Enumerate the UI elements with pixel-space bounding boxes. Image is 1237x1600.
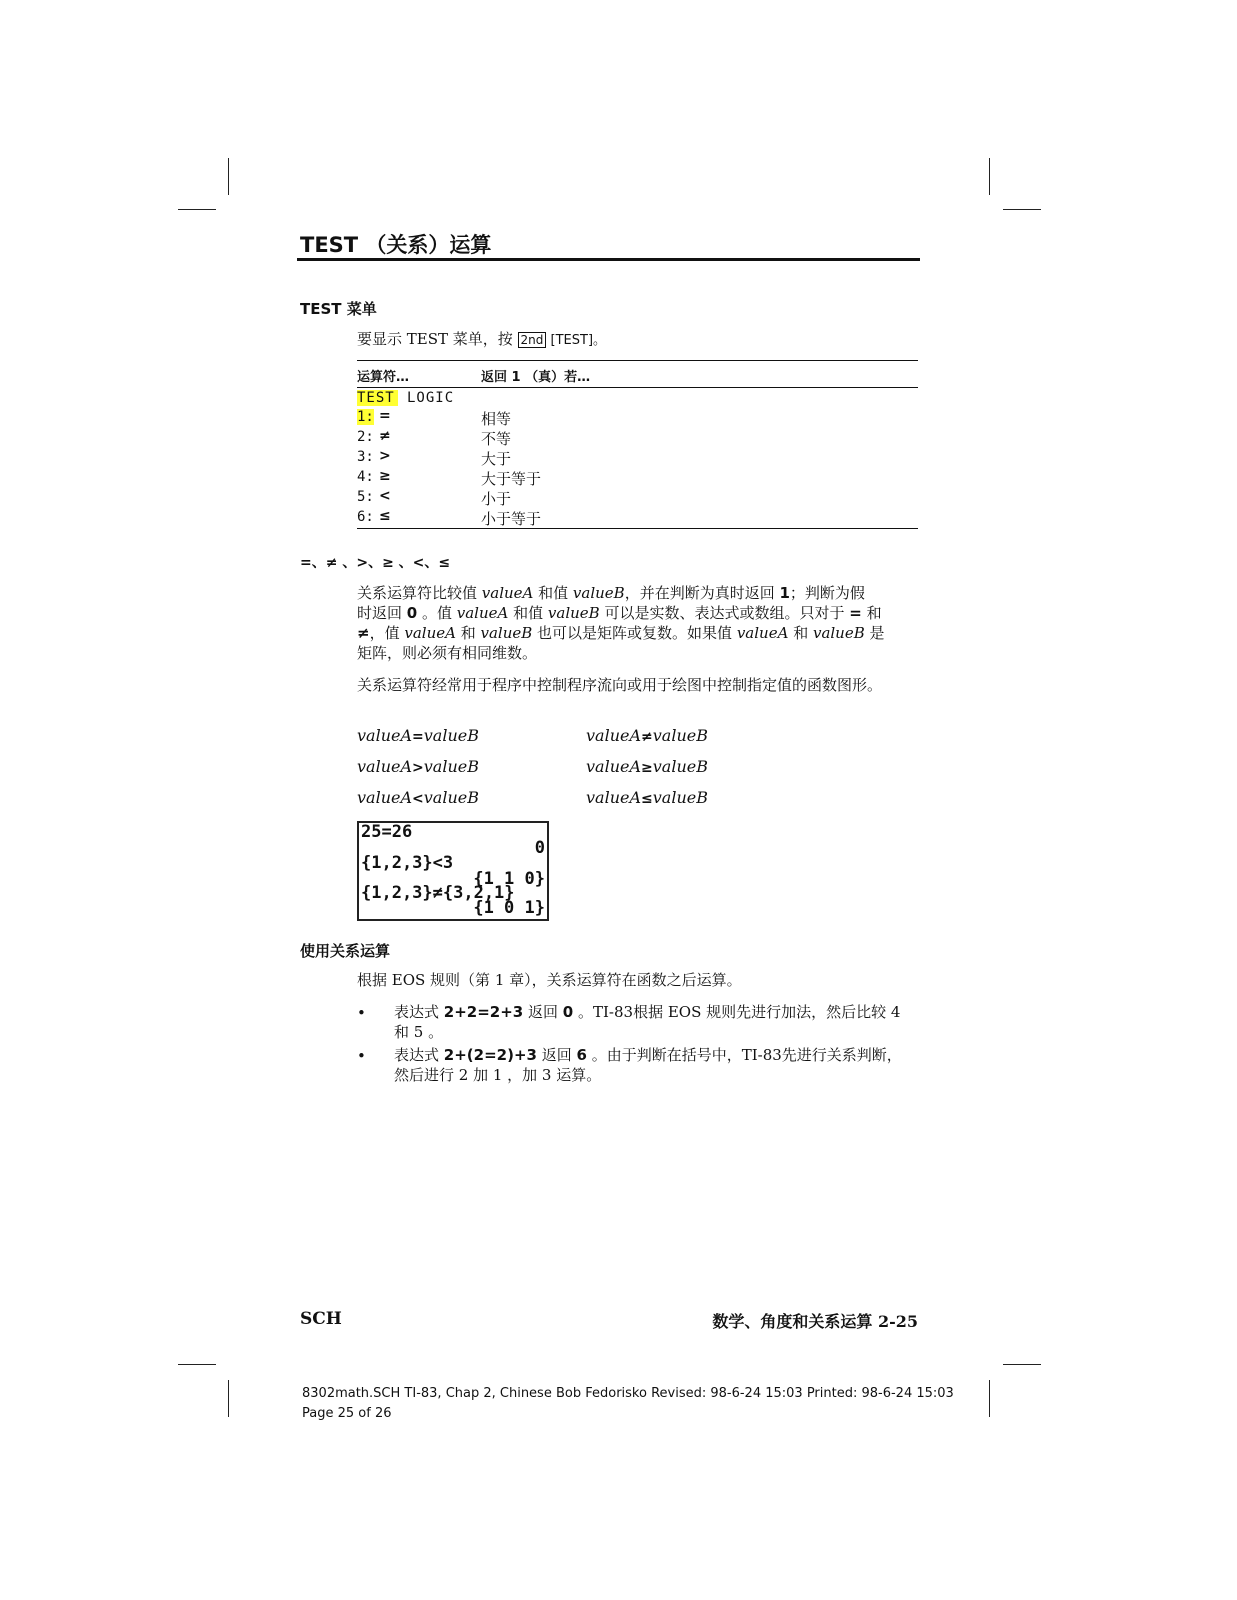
tab-test: TEST xyxy=(357,390,398,406)
text: ；判断为假 xyxy=(789,584,865,602)
expression xyxy=(357,788,479,807)
table-row xyxy=(357,408,918,428)
crop-mark xyxy=(989,1380,990,1417)
row-operator: = xyxy=(379,408,391,424)
expression xyxy=(357,757,479,776)
text: 。由于判断在括号中，TI-83先进行关系判断， xyxy=(586,1046,902,1064)
bullet-line xyxy=(394,1002,919,1022)
operators-usage-note: 关系运算符经常用于程序中控制程序流向或用于绘图中控制指定值的函数图形。 xyxy=(357,676,883,694)
operator: = xyxy=(412,729,424,745)
var-name: valueB xyxy=(652,757,708,776)
value: 0 xyxy=(562,1003,574,1021)
text: 可以是实数、表达式或数组。只对于 xyxy=(599,604,850,622)
var-name: valueA xyxy=(586,788,642,807)
test-menu-intro xyxy=(357,329,919,351)
table-row xyxy=(357,468,918,488)
text: 和 xyxy=(455,624,481,642)
table-row xyxy=(357,488,918,508)
text: 表达式 xyxy=(394,1003,444,1021)
crop-mark xyxy=(228,158,229,195)
var-name: valueA xyxy=(586,726,642,745)
operator: ≥ xyxy=(641,760,653,776)
row-description: 小于等于 xyxy=(481,510,542,528)
bullet-line xyxy=(394,1045,919,1065)
row-description: 不等 xyxy=(481,430,512,448)
text: 。TI-83根据 EOS 规则先进行加法，然后比较 4 xyxy=(573,1003,901,1021)
screen-line: 0 xyxy=(534,838,545,858)
value: 0 xyxy=(406,604,418,622)
title-rule xyxy=(297,258,920,261)
row-operator: ≤ xyxy=(379,508,391,524)
value: 6 xyxy=(576,1046,587,1064)
crop-mark xyxy=(178,1364,216,1365)
screen-line: {1,2,3}≠{3,2,1} xyxy=(361,883,515,903)
var-name: valueB xyxy=(423,788,479,807)
var-name: valueA xyxy=(357,757,413,776)
operator: ≠ xyxy=(641,729,653,745)
usage-heading: 使用关系运算 xyxy=(300,942,391,960)
var-name: valueB xyxy=(547,604,600,622)
row-description: 小于 xyxy=(481,490,512,508)
row-number: 1: xyxy=(357,409,374,425)
var-name: valueB xyxy=(652,788,708,807)
table-row xyxy=(357,448,918,468)
crop-mark xyxy=(1003,209,1041,210)
calculator-screen xyxy=(357,821,549,921)
usage-intro: 根据 EOS 规则（第 1 章），关系运算符在函数之后运算。 xyxy=(357,971,742,989)
var-name: valueB xyxy=(480,624,533,642)
print-metadata: 8302math.SCH TI-83, Chap 2, Chinese Bob Fedorisko Revised: 98-6-24 15:03 Printed: 98-6-24 15:03 xyxy=(302,1386,954,1401)
bullet-marker: • xyxy=(357,1047,366,1065)
screen-line: {1,2,3}<3 xyxy=(361,853,454,873)
var-name: valueB xyxy=(652,726,708,745)
operator: ≤ xyxy=(641,791,653,807)
var-name: valueA xyxy=(736,624,789,642)
text: 表达式 xyxy=(394,1046,444,1064)
text: 是 xyxy=(864,624,885,642)
crop-mark xyxy=(228,1380,229,1417)
row-number: 6: xyxy=(357,509,374,525)
row-operator: ≠ xyxy=(379,428,391,444)
screen-line: 25=26 xyxy=(361,822,413,842)
test-menu-table xyxy=(357,360,918,529)
operator: < xyxy=(412,791,424,807)
text: 返回 xyxy=(536,1046,577,1064)
table-row xyxy=(357,508,918,528)
bullet-marker: • xyxy=(357,1004,366,1022)
crop-mark xyxy=(989,158,990,195)
var-name: valueA xyxy=(481,584,534,602)
col-operator-header: 运算符… xyxy=(357,370,410,385)
para-line xyxy=(357,603,919,623)
operator: > xyxy=(412,760,424,776)
expression xyxy=(586,757,708,776)
text: 和 xyxy=(788,624,813,642)
footer-language-code: SCH xyxy=(300,1309,342,1329)
text: 。值 xyxy=(417,604,457,622)
bullet-line: 然后进行 2 加 1 ，加 3 运算。 xyxy=(394,1066,602,1084)
var-name: valueA xyxy=(456,604,509,622)
text: ，值 xyxy=(369,624,405,642)
text: 也可以是矩阵或复数。如果值 xyxy=(532,624,737,642)
screen-line: {1 1 0} xyxy=(473,869,545,889)
var-name: valueA xyxy=(404,624,456,642)
bullet-item xyxy=(394,1002,919,1042)
var-name: valueB xyxy=(812,624,865,642)
row-operator: > xyxy=(379,448,391,464)
intro-text: 要显示 TEST 菜单，按 xyxy=(357,330,518,348)
table-header xyxy=(357,361,918,387)
para-line xyxy=(357,623,919,643)
var-name: valueB xyxy=(423,757,479,776)
expression-code: 2+2=2+3 xyxy=(443,1003,524,1021)
text: 时返回 xyxy=(357,604,407,622)
expression xyxy=(586,788,708,807)
bullet-item xyxy=(394,1045,919,1085)
text: ，并在判断为真时返回 xyxy=(624,584,780,602)
value: 1 xyxy=(779,584,790,602)
page-title: TEST （关系）运算 xyxy=(300,233,492,257)
screen-line: {1 0 1} xyxy=(473,898,545,918)
intro-key-test: [TEST]。 xyxy=(546,333,607,348)
var-name: valueA xyxy=(586,757,642,776)
bullet-line: 和 5 。 xyxy=(394,1023,444,1041)
operator: ≠ xyxy=(357,624,370,642)
row-operator: < xyxy=(379,488,391,504)
row-number: 5: xyxy=(357,489,374,505)
crop-mark xyxy=(1003,1364,1041,1365)
para-line xyxy=(357,583,919,603)
operators-description xyxy=(357,583,919,663)
var-name: valueA xyxy=(357,726,413,745)
key-2nd: 2nd xyxy=(518,332,547,348)
operator: = xyxy=(849,604,862,622)
tab-logic: LOGIC xyxy=(407,390,455,406)
menu-tabs xyxy=(357,388,918,408)
var-name: valueA xyxy=(357,788,413,807)
col-returns-header: 返回 1 （真）若… xyxy=(481,370,591,385)
crop-mark xyxy=(178,209,216,210)
footer-chapter-page: 数学、角度和关系运算 2-25 xyxy=(712,1312,918,1331)
row-description: 大于 xyxy=(481,450,512,468)
text: 和值 xyxy=(533,584,573,602)
text: 关系运算符比较值 xyxy=(357,584,482,602)
operators-heading: =、≠ 、>、≥ 、<、≤ xyxy=(300,555,451,571)
row-number: 3: xyxy=(357,449,374,465)
page-count: Page 25 of 26 xyxy=(302,1406,392,1421)
var-name: valueB xyxy=(423,726,479,745)
expression-code: 2+(2=2)+3 xyxy=(443,1046,537,1064)
table-bottom-rule xyxy=(357,528,918,529)
row-operator: ≥ xyxy=(379,468,391,484)
para-line: 矩阵，则必须有相同维数。 xyxy=(357,644,538,662)
text: 返回 xyxy=(523,1003,563,1021)
text: 和值 xyxy=(508,604,548,622)
row-number: 4: xyxy=(357,469,374,485)
row-description: 大于等于 xyxy=(481,470,542,488)
var-name: valueB xyxy=(572,584,625,602)
test-menu-heading: TEST 菜单 xyxy=(300,300,377,318)
row-description: 相等 xyxy=(481,410,512,428)
row-number: 2: xyxy=(357,429,374,445)
expression xyxy=(357,726,479,745)
expression xyxy=(586,726,708,745)
table-row xyxy=(357,428,918,448)
text: 和 xyxy=(861,604,882,622)
